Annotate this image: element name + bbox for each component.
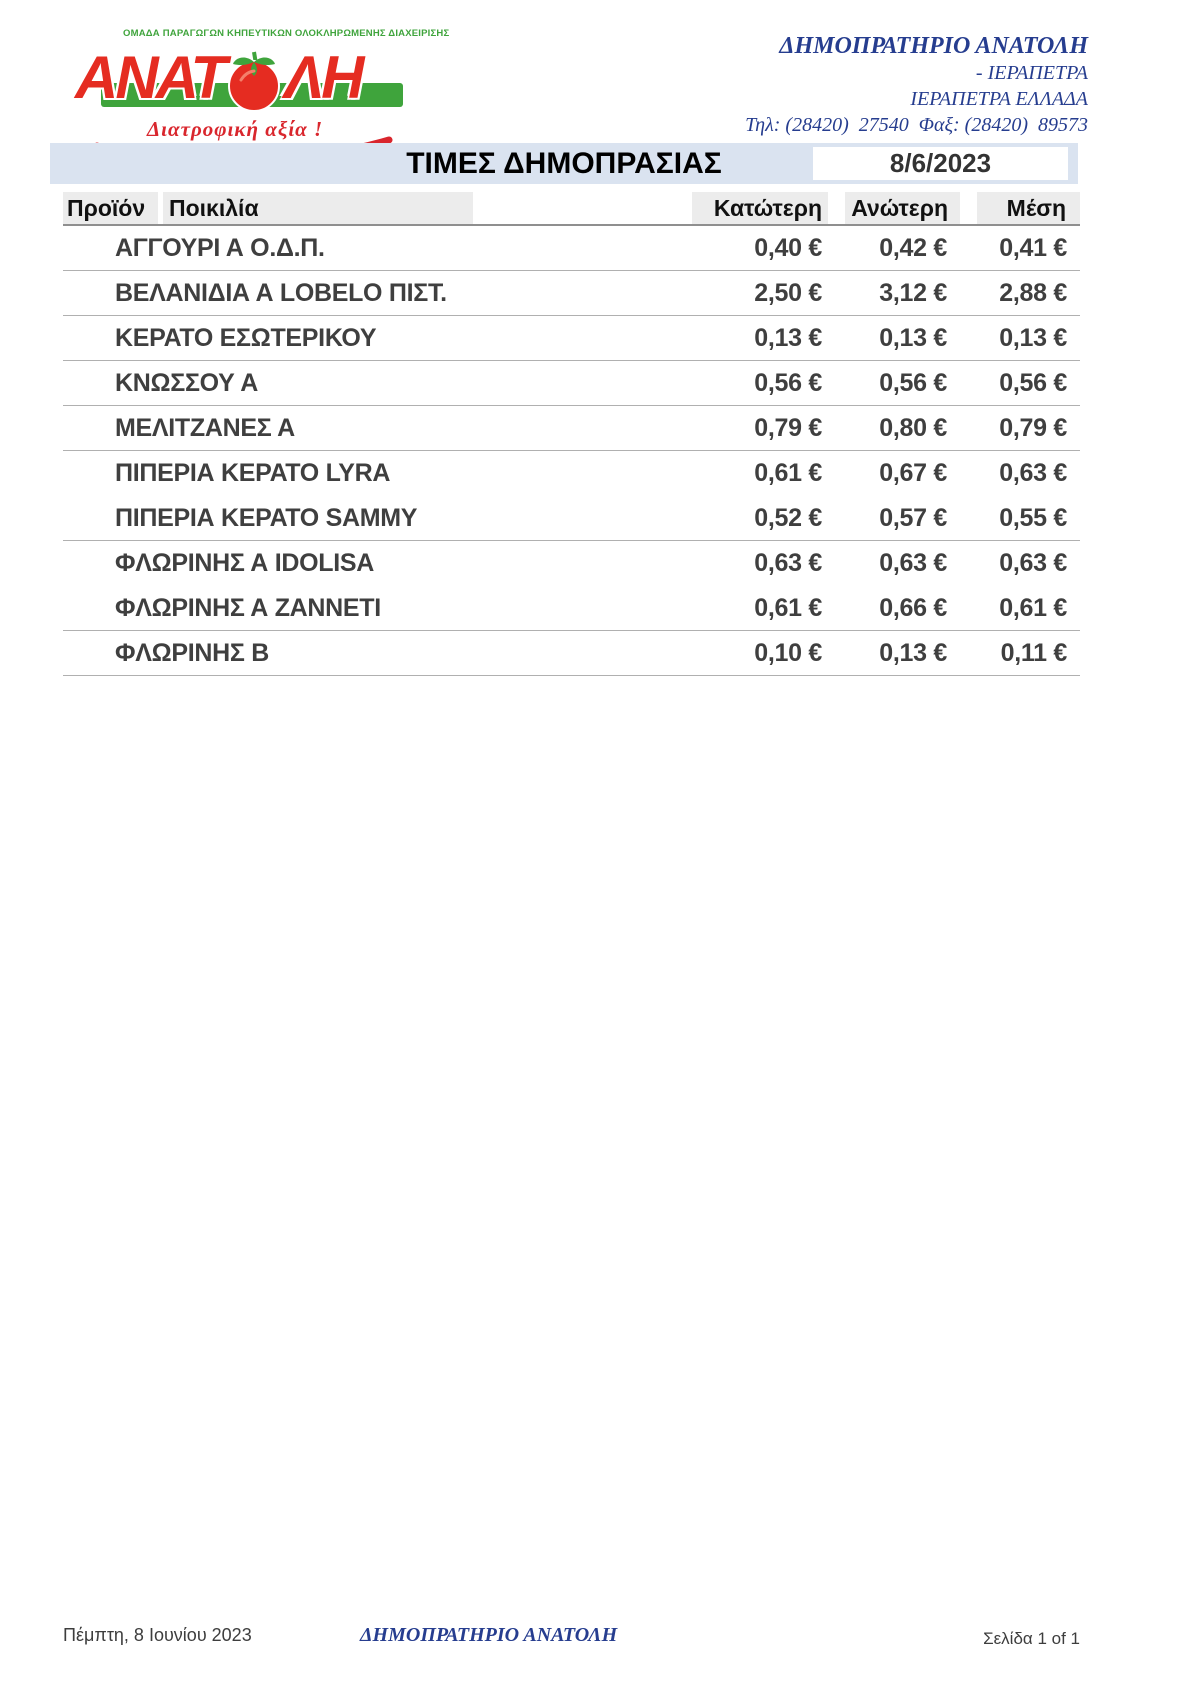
table-row [63,631,1080,676]
price-low: 0,52 € [754,503,822,532]
price-high: 0,56 € [879,368,947,397]
letterhead-branch: - ΙΕΡΑΠΕΤΡΑ [975,62,1088,84]
table-row [63,271,1080,316]
table-row [63,316,1080,361]
price-table-rows [63,226,1080,676]
table-header-row [63,192,1080,226]
column-header-avg: Μέση [977,192,1080,224]
price-low: 0,79 € [754,413,822,442]
page-title: ΤΙΜΕΣ ΔΗΜΟΠΡΑΣΙΑΣ [406,147,722,180]
variety-name: ΚΕΡΑΤΟ ΕΣΩΤΕΡΙΚΟΥ [115,323,377,352]
footer-date: Πέμπτη, 8 Ιουνίου 2023 [63,1625,252,1645]
price-low: 0,63 € [754,548,822,577]
price-avg: 0,79 € [999,413,1067,442]
price-avg: 0,11 € [1000,638,1067,667]
price-high: 0,67 € [879,458,947,487]
price-high: 0,63 € [879,548,947,577]
price-high: 3,12 € [879,278,947,307]
variety-name: ΠΙΠΕΡΙΑ ΚΕΡΑΤΟ SAMMY [115,503,418,532]
price-high: 0,13 € [879,323,947,352]
table-row [63,361,1080,406]
variety-name: ΦΛΩΡΙΝΗΣ Α ΖΑΝΝΕΤΙ [115,593,381,622]
variety-name: ΒΕΛΑΝΙΔΙΑ Α LOBELO ΠΙΣΤ. [115,278,447,307]
price-high: 0,57 € [879,503,947,532]
letterhead-phone-fax: Τηλ: (28420) 27540 Φαξ: (28420) 89573 [745,114,1088,136]
tomato-icon [225,50,283,117]
price-low: 0,61 € [754,593,822,622]
column-header-low: Κατώτερη [692,192,828,224]
price-avg: 0,63 € [999,548,1067,577]
price-avg: 0,61 € [999,593,1067,622]
header-spacer [473,192,692,224]
price-high: 0,80 € [879,413,947,442]
table-row [63,586,1080,631]
table-row [63,496,1080,541]
price-low: 0,61 € [754,458,822,487]
price-low: 2,50 € [754,278,822,307]
footer-org: ΔΗΜΟΠΡΑΤΗΡΙΟ ΑΝΑΤΟΛΗ [360,1624,618,1646]
price-avg: 0,63 € [999,458,1067,487]
auction-date: 8/6/2023 [813,147,1068,180]
table-row [63,451,1080,496]
price-low: 0,56 € [754,368,822,397]
variety-name: ΚΝΩΣΣΟΥ Α [115,368,258,397]
price-high: 0,66 € [879,593,947,622]
price-avg: 0,13 € [999,323,1067,352]
logo-tagline-top: ΟΜΑΔΑ ΠΑΡΑΓΩΓΩΝ ΚΗΠΕΥΤΙΚΩΝ ΟΛΟΚΛΗΡΩΜΕΝΗΣ ΔΙΑΧΕΙΡΙΣΗΣ [123,28,450,39]
price-high: 0,42 € [879,233,947,262]
price-high: 0,13 € [879,638,947,667]
price-low: 0,13 € [754,323,822,352]
logo-wordmark [75,41,405,119]
letterhead [745,32,1088,138]
logo-name-part2: ΛΗ [284,44,362,111]
variety-name: ΦΛΩΡΙΝΗΣ Β [115,638,269,667]
variety-name: ΠΙΠΕΡΙΑ ΚΕΡΑΤΟ LYRA [115,458,391,487]
table-row [63,541,1080,586]
title-band [50,143,1078,184]
table-row [63,406,1080,451]
variety-name: ΑΓΓΟΥΡΙ Α Ο.Δ.Π. [115,233,325,262]
price-low: 0,10 € [754,638,822,667]
letterhead-org: ΔΗΜΟΠΡΑΤΗΡΙΟ ΑΝΑΤΟΛΗ [779,33,1088,59]
table-row [63,226,1080,271]
variety-name: ΜΕΛΙΤΖΑΝΕΣ Α [115,413,295,442]
letterhead-location: ΙΕΡΑΠΕΤΡΑ ΕΛΛΑΔΑ [910,88,1088,110]
price-low: 0,40 € [754,233,822,262]
price-avg: 0,41 € [999,233,1067,262]
logo-tagline-bottom: Διατροφική αξία ! [147,117,324,141]
variety-name: ΦΛΩΡΙΝΗΣ Α IDOLISA [115,548,374,577]
column-header-variety: Ποικιλία [163,192,473,224]
price-avg: 2,88 € [999,278,1067,307]
price-avg: 0,56 € [999,368,1067,397]
price-avg: 0,55 € [999,503,1067,532]
anatoli-logo [75,28,450,142]
column-header-high: Ανώτερη [845,192,960,224]
footer-page-number: Σελίδα 1 of 1 [983,1629,1080,1648]
price-table [63,192,1080,676]
logo-name-part1: ΑΝΑΤ [75,44,225,111]
column-header-product: Προϊόν [63,192,158,224]
